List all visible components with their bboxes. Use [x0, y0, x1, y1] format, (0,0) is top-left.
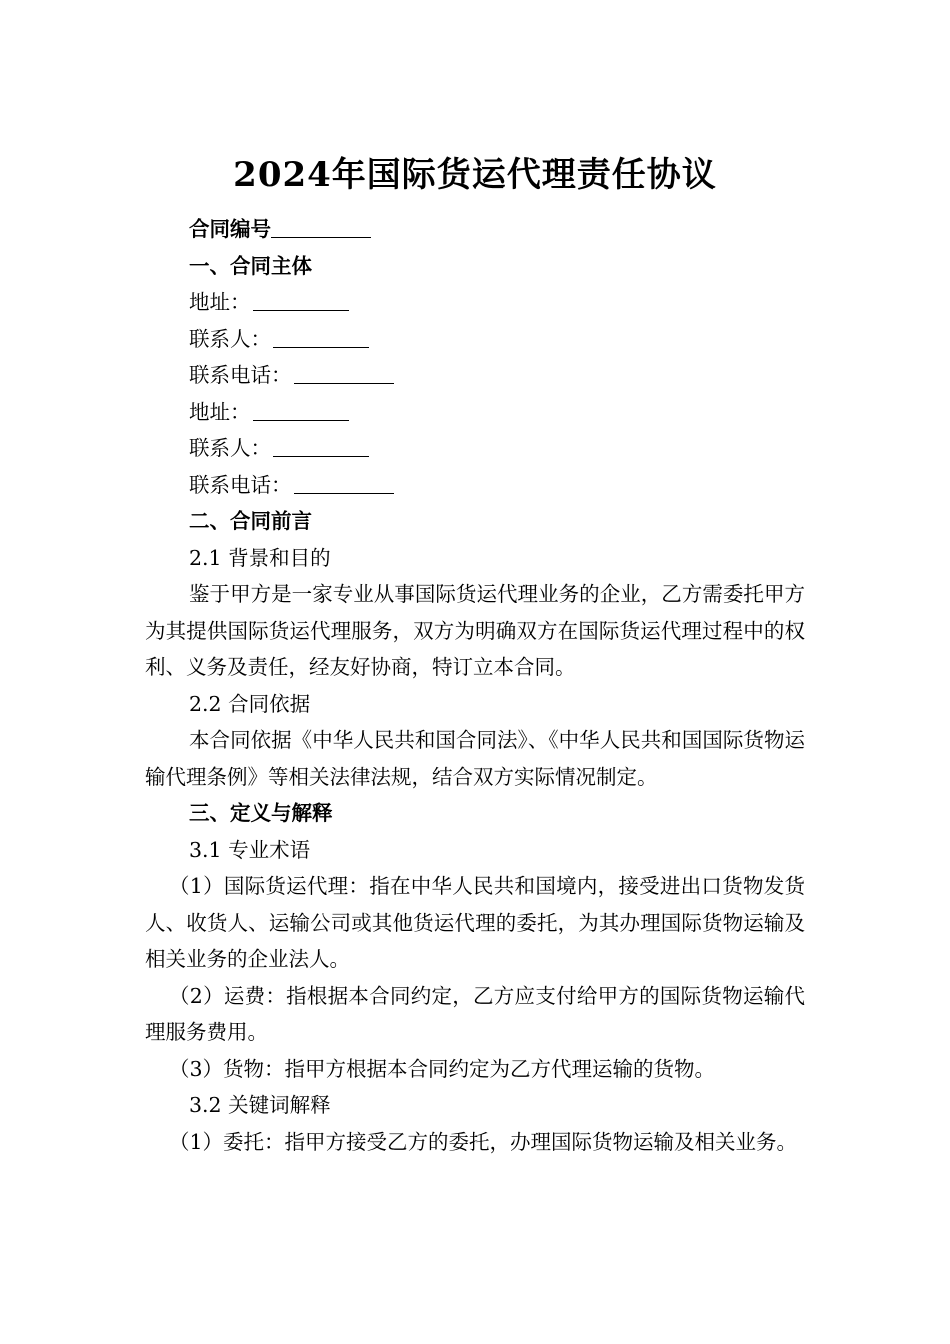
party-a-contact-row — [145, 321, 805, 358]
party-b-contact-label: 联系人： — [189, 436, 271, 460]
section2-2-paragraph: 本合同依据《中华人民共和国合同法》、《中华人民共和国国际货物运输代理条例》等相关法律法规，结合双方实际情况制定。 — [145, 728, 805, 789]
party-a-address-label: 地址： — [189, 290, 251, 314]
term-item: （3）货物：指甲方根据本合同约定为乙方代理运输的货物。 — [169, 1056, 716, 1081]
section2-1-paragraph: 鉴于甲方是一家专业从事国际货运代理业务的企业，乙方需委托甲方为其提供国际货运代理服务，双方为明确双方在国际货运代理过程中的权利、义务及责任，经友好协商，特订立本合同。 — [145, 582, 805, 679]
section2-heading: 二、合同前言 — [189, 509, 312, 533]
party-a-phone-row — [145, 357, 805, 394]
section2-2-heading: 2.2 合同依据 — [189, 691, 311, 716]
term-item: （2）运费：指根据本合同约定，乙方应支付给甲方的国际货物运输代理服务费用。 — [145, 983, 805, 1044]
party-a-address-blank — [253, 288, 349, 311]
section3-1-heading: 3.1 专业术语 — [189, 837, 311, 862]
contract-number-blank — [271, 215, 371, 238]
contract-number-label: 合同编号 — [189, 217, 271, 241]
party-a-contact-blank — [273, 325, 369, 348]
party-a-phone-label: 联系电话： — [189, 363, 292, 387]
party-b-phone-label: 联系电话： — [189, 472, 292, 497]
party-b-contact-blank — [273, 434, 369, 457]
section1-heading: 一、合同主体 — [189, 253, 312, 278]
contract-number-row — [145, 211, 805, 248]
party-b-phone-row — [145, 467, 805, 504]
party-b-address-blank — [253, 398, 349, 421]
keyword-item: （1）委托：指甲方接受乙方的委托，办理国际货物运输及相关业务。 — [169, 1129, 798, 1154]
document-body — [145, 211, 805, 1160]
party-b-address-row — [145, 394, 805, 431]
section3-heading: 三、定义与解释 — [189, 801, 333, 825]
term-item: （1）国际货运代理：指在中华人民共和国境内，接受进出口货物发货人、收货人、运输公司或其他货运代理的委托，为其办理国际货物运输及相关业务的企业法人。 — [145, 874, 805, 971]
party-a-address-row — [145, 284, 805, 321]
party-b-contact-row — [145, 430, 805, 467]
section2-1-heading: 2.1 背景和目的 — [189, 545, 331, 570]
party-b-phone-blank — [294, 471, 394, 494]
party-b-address-label: 地址： — [189, 399, 251, 424]
document-title: 2024年国际货运代理责任协议 — [233, 155, 717, 195]
party-a-contact-label: 联系人： — [189, 326, 271, 351]
section3-2-heading: 3.2 关键词解释 — [189, 1093, 331, 1117]
party-a-phone-blank — [294, 361, 394, 384]
